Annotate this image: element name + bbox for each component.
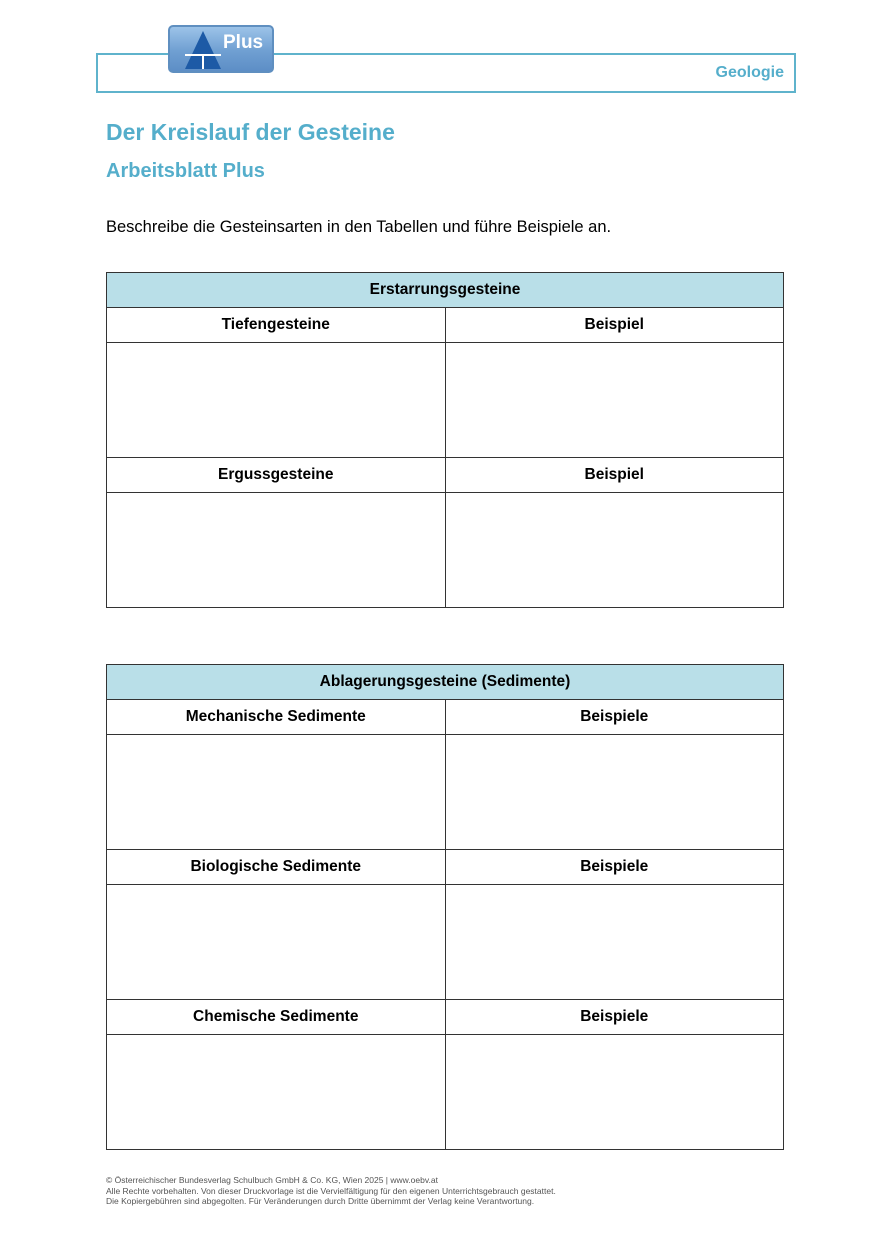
subject-label: Geologie xyxy=(715,64,784,81)
plus-logo xyxy=(168,25,274,73)
section-label: Tiefengesteine xyxy=(107,308,446,343)
triangle-logo-icon xyxy=(184,30,222,70)
footer xyxy=(106,1175,556,1207)
table-header: Erstarrungsgesteine xyxy=(107,273,784,308)
answer-cell-description[interactable] xyxy=(107,735,446,850)
answer-cell-examples[interactable] xyxy=(445,735,784,850)
example-label: Beispiele xyxy=(445,700,784,735)
instruction-text: Beschreibe die Gesteinsarten in den Tabellen und führe Beispiele an. xyxy=(106,218,612,236)
answer-cell-description[interactable] xyxy=(107,885,446,1000)
answer-cell-examples[interactable] xyxy=(445,1035,784,1150)
table-header: Ablagerungsgesteine (Sedimente) xyxy=(107,665,784,700)
section-label: Mechanische Sedimente xyxy=(107,700,446,735)
example-label: Beispiele xyxy=(445,1000,784,1035)
footer-copyright: © Österreichischer Bundesverlag Schulbuch GmbH & Co. KG, Wien 2025 | www.oebv.at xyxy=(106,1175,438,1185)
example-label: Beispiele xyxy=(445,850,784,885)
answer-cell-description[interactable] xyxy=(107,1035,446,1150)
answer-cell-examples[interactable] xyxy=(445,343,784,458)
answer-cell-examples[interactable] xyxy=(445,885,784,1000)
section-label: Ergussgesteine xyxy=(107,458,446,493)
answer-cell-description[interactable] xyxy=(107,493,446,608)
footer-rights: Alle Rechte vorbehalten. Von dieser Druckvorlage ist die Vervielfältigung für den eigenen Unterrichtsgebrauch gestattet. xyxy=(106,1185,556,1196)
erstarrungsgesteine-table xyxy=(106,272,784,608)
section-label: Biologische Sedimente xyxy=(107,850,446,885)
section-label: Chemische Sedimente xyxy=(107,1000,446,1035)
answer-cell-description[interactable] xyxy=(107,343,446,458)
page-title: Der Kreislauf der Gesteine xyxy=(106,119,395,145)
example-label: Beispiel xyxy=(445,308,784,343)
answer-cell-examples[interactable] xyxy=(445,493,784,608)
footer-disclaimer: Die Kopiergebühren sind abgegolten. Für Veränderungen durch Dritte übernimmt der Verlag keine Verantwortung. xyxy=(106,1196,535,1206)
logo-text: Plus xyxy=(223,32,264,53)
ablagerungsgesteine-table xyxy=(106,664,784,1150)
example-label: Beispiel xyxy=(445,458,784,493)
page-subtitle: Arbeitsblatt Plus xyxy=(106,160,265,182)
